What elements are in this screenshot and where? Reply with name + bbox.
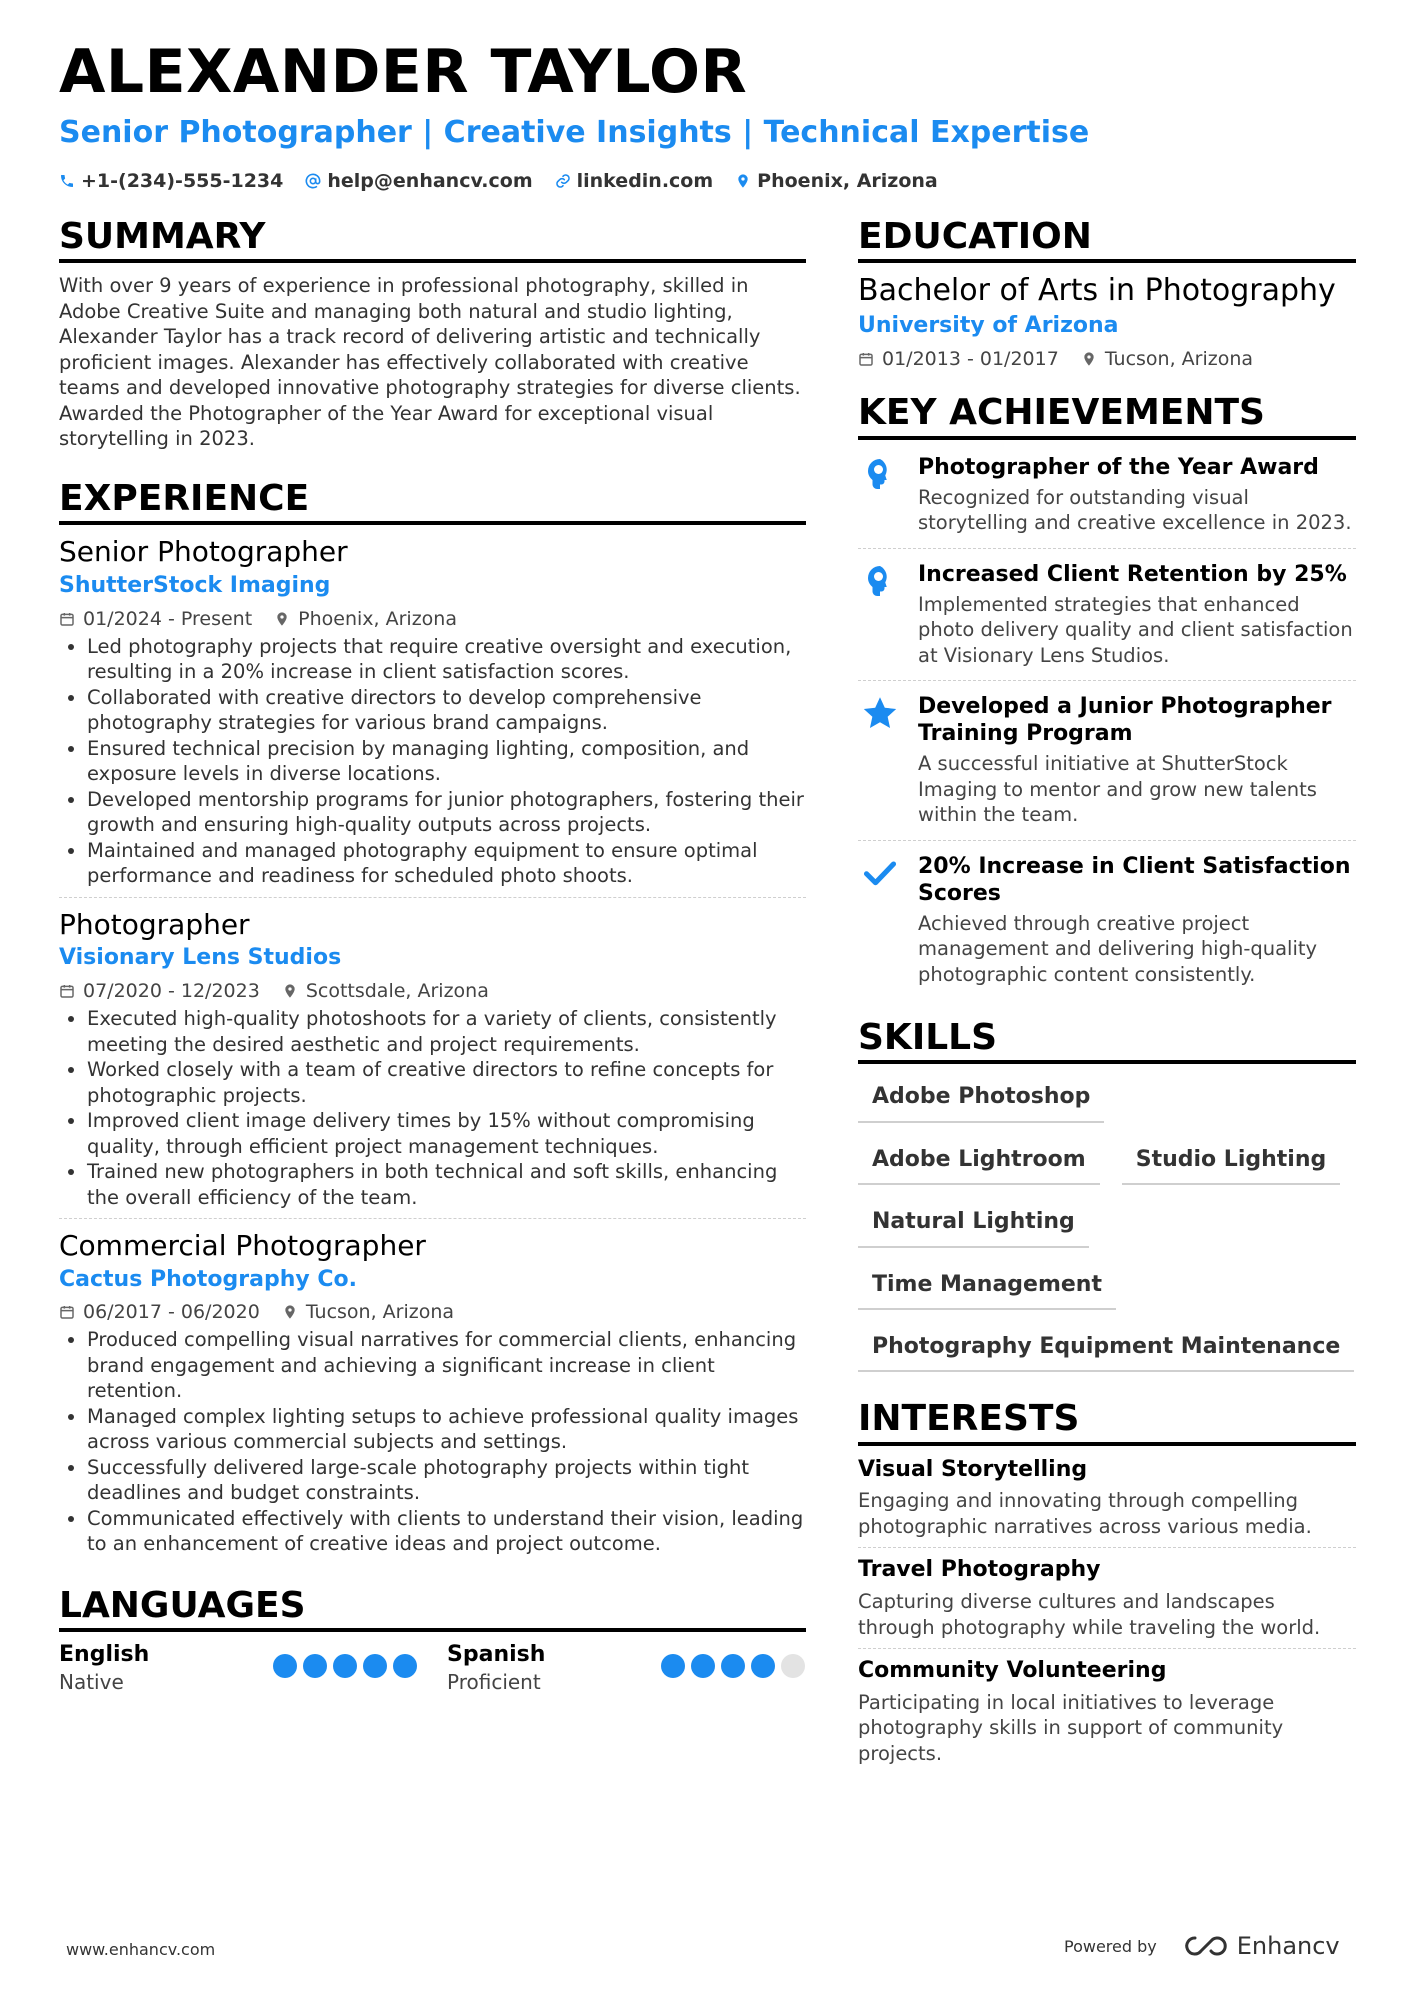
job-location: Phoenix, Arizona xyxy=(298,607,457,630)
bullet: • Improved client image delivery times by 15% without compromising quality, through efficient project management techniques. xyxy=(87,1108,806,1159)
achievement-item xyxy=(858,680,1356,840)
language-name: Spanish xyxy=(447,1642,546,1668)
rating-dot-filled xyxy=(393,1654,417,1678)
company-name: Visionary Lens Studios xyxy=(59,945,342,971)
interest-item xyxy=(858,1547,1356,1648)
language-item xyxy=(447,1642,805,1694)
degree-title: Bachelor of Arts in Photography xyxy=(858,273,1336,309)
powered-by-label: Powered by xyxy=(1064,1936,1157,1956)
rating-dot-filled xyxy=(691,1654,715,1678)
company-name: Cactus Photography Co. xyxy=(59,1266,357,1292)
job-entry xyxy=(59,897,806,1218)
interest-item xyxy=(858,1448,1356,1548)
phone-icon xyxy=(59,173,75,189)
bullet: • Produced compelling visual narratives for commercial clients, enhancing brand engagement and achieving a significant increase in client retention. xyxy=(87,1327,806,1404)
skill-tag: Studio Lighting xyxy=(1122,1137,1341,1185)
calendar-icon xyxy=(59,1304,75,1320)
location-pin-icon xyxy=(282,983,298,999)
location-pin-icon xyxy=(282,1304,298,1320)
experience-section xyxy=(59,478,806,1565)
interest-title: Community Volunteering xyxy=(858,1658,1167,1683)
skill-tag: Natural Lighting xyxy=(858,1199,1089,1247)
job-meta xyxy=(59,980,806,1002)
rating-dot-filled xyxy=(751,1654,775,1678)
rating-dot-filled xyxy=(661,1654,685,1678)
achievement-title: Developed a Junior Photographer Training Program xyxy=(918,694,1332,747)
language-level: Proficient xyxy=(447,1669,541,1694)
linkedin-text: linkedin.com xyxy=(576,170,714,192)
location-text: Phoenix, Arizona xyxy=(757,170,938,192)
languages-section xyxy=(59,1585,806,1695)
education-location: Tucson, Arizona xyxy=(1104,348,1254,371)
candidate-name: ALEXANDER TAYLOR xyxy=(59,37,748,107)
languages-title: LANGUAGES xyxy=(59,1585,806,1632)
skills-list xyxy=(858,1074,1356,1372)
lightbulb-head-icon xyxy=(862,456,898,492)
achievement-desc: A successful initiative at ShutterStock Imaging to mentor and grow new talents within the team. xyxy=(918,752,1317,827)
location-pin-icon xyxy=(1081,351,1097,367)
job-location: Tucson, Arizona xyxy=(305,1301,455,1324)
contact-phone[interactable] xyxy=(59,170,283,192)
job-title: Photographer xyxy=(59,907,250,941)
interest-desc: Engaging and innovating through compelling photographic narratives across various media. xyxy=(858,1489,1312,1538)
interest-item xyxy=(858,1648,1356,1774)
bullet: • Maintained and managed photography equipment to ensure optimal performance and readiness for scheduled photo shoots. xyxy=(87,838,806,889)
skill-tag: Photography Equipment Maintenance xyxy=(858,1324,1354,1372)
job-bullets xyxy=(59,1327,806,1557)
education-dates: 01/2013 - 01/2017 xyxy=(882,348,1059,371)
interest-title: Travel Photography xyxy=(858,1557,1101,1583)
company-name: ShutterStock Imaging xyxy=(59,572,331,598)
email-text: help@enhancv.com xyxy=(327,170,533,192)
achievement-desc: Implemented strategies that enhanced photo delivery quality and client satisfaction at Visionary Lens Studios. xyxy=(918,592,1353,667)
experience-title: EXPERIENCE xyxy=(59,478,806,525)
footer-branding xyxy=(1064,1932,1340,1960)
footer-website[interactable]: www.enhancv.com xyxy=(66,1940,216,1959)
job-dates: 07/2020 - 12/2023 xyxy=(83,980,260,1003)
education-title: EDUCATION xyxy=(858,216,1356,263)
rating-dot-filled xyxy=(303,1654,327,1678)
summary-title: SUMMARY xyxy=(59,216,806,263)
bullet: • Led photography projects that require creative oversight and execution, resulting in a 20% increase in client satisfaction scores. xyxy=(87,634,806,685)
achievement-item xyxy=(858,442,1356,548)
achievement-desc: Recognized for outstanding visual storytelling and creative excellence in 2023. xyxy=(918,485,1352,535)
summary-section xyxy=(59,216,806,452)
brand-logo[interactable] xyxy=(1183,1932,1340,1960)
job-entry xyxy=(59,535,806,896)
bullet: • Developed mentorship programs for junior photographers, fostering their growth and ensuring high-quality outputs across projects. xyxy=(87,787,806,838)
job-dates: 06/2017 - 06/2020 xyxy=(83,1301,260,1324)
job-entry xyxy=(59,1218,806,1565)
bullet: • Managed complex lighting setups to achieve professional quality images across various commercial subjects and settings. xyxy=(87,1404,806,1455)
bullet: • Executed high-quality photoshoots for a variety of clients, consistently meeting the desired aesthetic and project requirements. xyxy=(87,1006,806,1057)
job-meta xyxy=(59,1301,806,1323)
interest-desc: Participating in local initiatives to leverage photography skills in support of community projects. xyxy=(858,1690,1284,1765)
achievement-title: Increased Client Retention by 25% xyxy=(918,561,1347,587)
phone-text: +1-(234)-555-1234 xyxy=(81,170,284,192)
rating-dot-empty xyxy=(781,1654,805,1678)
rating-dot-filled xyxy=(363,1654,387,1678)
achievement-title: Photographer of the Year Award xyxy=(918,454,1319,480)
location-pin-icon xyxy=(735,173,751,189)
achievement-item xyxy=(858,840,1356,1000)
education-meta xyxy=(858,348,1356,370)
at-sign-icon xyxy=(305,173,321,189)
location-pin-icon xyxy=(274,611,290,627)
summary-text: With over 9 years of experience in professional photography, skilled in Adobe Creative Suite and managing both natural and studio lighting, Alexander Taylor has a track record of delivering artistic and technically proficient images. Alexander has effectively collaborated with creative teams and developed innovative photography strategies for diverse clients. Awarded the Photographer of the Year Award for exceptional visual storytelling in 2023. xyxy=(59,274,801,451)
contact-location xyxy=(735,170,938,192)
job-bullets xyxy=(59,634,806,889)
job-dates: 01/2024 - Present xyxy=(83,607,253,630)
enhancv-logo-icon xyxy=(1183,1934,1229,1958)
bullet: • Worked closely with a team of creative directors to refine concepts for photographic projects. xyxy=(87,1057,806,1108)
skills-title: SKILLS xyxy=(858,1017,1356,1064)
bullet: • Successfully delivered large-scale photography projects within tight deadlines and budget constraints. xyxy=(87,1455,806,1506)
skill-tag: Time Management xyxy=(858,1262,1116,1310)
achievement-desc: Achieved through creative project management and delivering high-quality photographic content consistently. xyxy=(918,911,1318,986)
bullet: • Ensured technical precision by managing lighting, composition, and exposure levels in diverse locations. xyxy=(87,736,806,787)
language-item xyxy=(59,1642,417,1694)
education-section xyxy=(858,216,1356,370)
link-icon xyxy=(555,173,571,189)
bullet: • Communicated effectively with clients to understand their vision, leading to an enhancement of creative ideas and project outcome. xyxy=(87,1506,806,1557)
job-bullets xyxy=(59,1006,806,1210)
achievement-title: 20% Increase in Client Satisfaction Scores xyxy=(918,853,1351,906)
contact-bar xyxy=(59,170,938,192)
languages-list xyxy=(59,1642,806,1694)
bullet: • Collaborated with creative directors to develop comprehensive photography strategies for various brand campaigns. xyxy=(87,685,806,736)
calendar-icon xyxy=(59,611,75,627)
brand-name: Enhancv xyxy=(1236,1932,1340,1960)
job-meta xyxy=(59,608,806,630)
calendar-icon xyxy=(858,351,874,367)
achievements-section xyxy=(858,392,1356,999)
interests-title: INTERESTS xyxy=(858,1398,1356,1445)
star-icon xyxy=(862,695,898,731)
left-column xyxy=(59,216,806,1695)
skill-tag: Adobe Lightroom xyxy=(858,1137,1100,1185)
lightbulb-head-icon xyxy=(862,563,898,599)
rating-dot-filled xyxy=(721,1654,745,1678)
contact-email[interactable] xyxy=(305,170,532,192)
job-location: Scottsdale, Arizona xyxy=(305,980,489,1003)
skills-section xyxy=(858,1017,1356,1372)
interests-section xyxy=(858,1398,1356,1774)
rating-dot-filled xyxy=(273,1654,297,1678)
interest-title: Visual Storytelling xyxy=(858,1456,1088,1482)
skill-tag: Adobe Photoshop xyxy=(858,1074,1104,1122)
achievements-title: KEY ACHIEVEMENTS xyxy=(858,392,1356,439)
job-title: Commercial Photographer xyxy=(59,1229,426,1263)
language-name: English xyxy=(59,1642,150,1668)
school-name: University of Arizona xyxy=(858,313,1119,339)
checkmark-icon xyxy=(862,855,898,891)
bullet: • Trained new photographers in both technical and soft skills, enhancing the overall efficiency of the team. xyxy=(87,1159,806,1210)
right-column xyxy=(858,216,1356,1774)
language-level: Native xyxy=(59,1669,124,1694)
contact-linkedin[interactable] xyxy=(555,170,714,192)
calendar-icon xyxy=(59,983,75,999)
rating-dot-filled xyxy=(333,1654,357,1678)
interest-desc: Capturing diverse cultures and landscapes through photography while traveling the world. xyxy=(858,1590,1321,1639)
language-rating xyxy=(661,1654,805,1694)
language-rating xyxy=(273,1654,417,1694)
job-title: Senior Photographer xyxy=(59,535,348,569)
headline: Senior Photographer | Creative Insights | Technical Expertise xyxy=(59,115,1090,150)
achievement-item xyxy=(858,548,1356,681)
